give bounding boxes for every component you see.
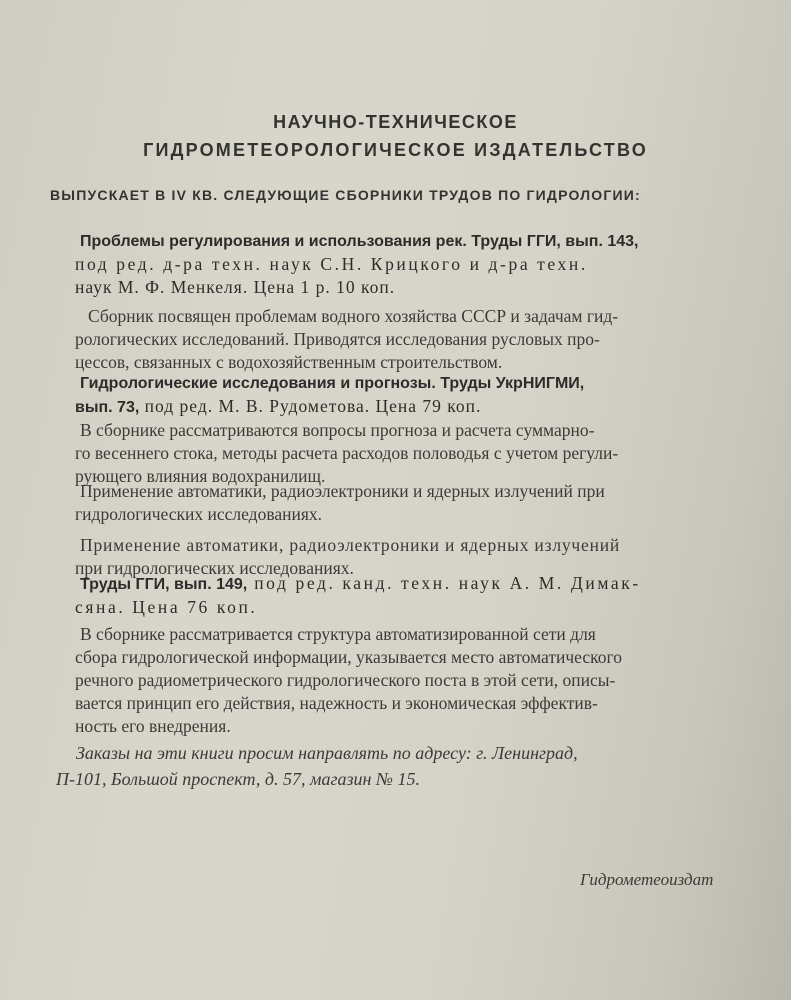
entry-2-desc-line2: го весеннего стока, методы расчета расходов половодья с учетом регули-	[75, 443, 619, 463]
publisher-heading-line1: НАУЧНО-ТЕХНИЧЕСКОЕ	[273, 112, 518, 132]
entry-1-desc-line1: Сборник посвящен проблемам водного хозяйства СССР и задачам гид-	[88, 306, 619, 326]
announcement-subheading: ВЫПУСКАЕТ В IV КВ. СЛЕДУЮЩИЕ СБОРНИКИ ТРУДОВ ПО ГИДРОЛОГИИ:	[50, 187, 641, 203]
entry-4-editor-line2: сяна. Цена 76 коп.	[75, 597, 258, 617]
entry-2	[75, 372, 770, 488]
entry-2-title: Гидрологические исследования и прогнозы. Труды УкрНИГМИ,	[80, 375, 585, 392]
entry-4-desc-line1: В сборнике рассматривается структура автоматизированной сети для	[80, 624, 596, 644]
entry-1	[75, 230, 770, 374]
entry-1-editor-line2: наук М. Ф. Менкеля. Цена 1 р. 10 коп.	[75, 277, 396, 297]
entry-2-desc-line1: В сборнике рассматриваются вопросы прогноза и расчета суммарно-	[80, 420, 595, 440]
entry-4-desc-line3: речного радиометрического гидрологического поста в этой сети, описы-	[75, 670, 616, 690]
entry-4-editor-line1: под ред. канд. техн. наук А. М. Димак-	[247, 573, 641, 593]
entry-3-line3: Применение автоматики, радиоэлектроники и ядерных излучений	[80, 535, 621, 555]
entry-1-desc-line2: рологических исследований. Приводятся исследования русловых про-	[75, 329, 600, 349]
entry-3-line1: Применение автоматики, радиоэлектроники и ядерных излучений при	[80, 481, 605, 501]
order-instructions	[48, 740, 768, 792]
order-line2: П-101, Большой проспект, д. 57, магазин № 15.	[56, 769, 420, 789]
entry-3-line2: гидрологических исследованиях.	[75, 504, 323, 524]
entry-2-series: вып. 73,	[75, 399, 140, 416]
publisher-heading-line2: ГИДРОМЕТЕОРОЛОГИЧЕСКОЕ ИЗДАТЕЛЬСТВО	[143, 140, 648, 160]
entry-1-desc-line3: цессов, связанных с водохозяйственным строительством.	[75, 352, 503, 372]
entry-4-title: Труды ГГИ, вып. 149,	[80, 576, 248, 593]
entry-1-editor-line1: под ред. д-ра техн. наук С.Н. Крицкого и д-ра техн.	[75, 254, 588, 274]
entry-4	[75, 572, 770, 738]
entry-2-editor: под ред. М. В. Рудометова. Цена 79 коп.	[139, 396, 482, 416]
entry-4-desc-line4: вается принцип его действия, надежность и экономическая эффектив-	[75, 693, 598, 713]
publisher-signature: Гидрометеоиздат	[580, 870, 714, 889]
entry-3-line4: при гидрологических исследованиях.	[75, 558, 354, 578]
entry-2-desc-line3: рующего влияния водохранилищ.	[75, 466, 326, 486]
order-line1: Заказы на эти книги просим направлять по адресу: г. Ленинград,	[76, 743, 578, 763]
entry-4-desc-line2: сбора гидрологической информации, указывается место автоматического	[75, 647, 622, 667]
entry-4-desc-line5: ность его внедрения.	[75, 716, 231, 736]
entry-1-title: Проблемы регулирования и использования рек. Труды ГГИ, вып. 143,	[80, 233, 639, 250]
entry-3	[75, 480, 770, 580]
